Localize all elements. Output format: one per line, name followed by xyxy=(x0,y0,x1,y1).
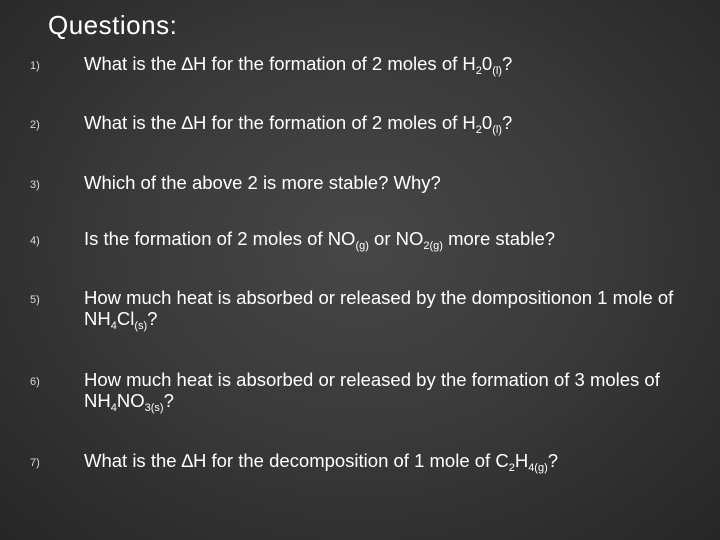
question-text: What is the ∆H for the decomposition of 1 mole of $C_2H_{4(g)}$? xyxy=(84,450,559,474)
question-number: 1) xyxy=(30,60,40,72)
subscript: 2 xyxy=(475,124,482,136)
subscript: 2(g) xyxy=(423,240,443,252)
subscript: 2 xyxy=(475,65,482,77)
subscript: (l) xyxy=(492,65,502,77)
question-number: 4) xyxy=(30,235,40,247)
question-text: Which of the above 2 is more stable? Why? xyxy=(84,172,441,193)
subscript: 4(g) xyxy=(528,462,548,474)
question-text: How much heat is absorbed or released by the formation of 3 moles of $NH_4NO_{3(s)}$? xyxy=(84,369,660,414)
subscript: 2 xyxy=(508,462,515,474)
subscript: (g) xyxy=(355,240,369,252)
question-number: 6) xyxy=(30,376,40,388)
question-number: 3) xyxy=(30,179,40,191)
question-number: 5) xyxy=(30,294,40,306)
subscript: (s) xyxy=(134,320,148,332)
subscript: (l) xyxy=(492,124,502,136)
subscript: 3(s) xyxy=(144,402,164,414)
question-number: 2) xyxy=(30,119,40,131)
question-text: Is the formation of 2 moles of $NO_{(g)}$ or $NO_{2(g)}$ more stable? xyxy=(84,228,556,252)
question-text: How much heat is absorbed or released by the dompositionon 1 mole of $NH_4Cl_{(s)}$? xyxy=(84,287,674,332)
slide-title: Questions: xyxy=(48,10,178,40)
subscript: 4 xyxy=(110,402,117,414)
subscript: 4 xyxy=(110,320,117,332)
question-text: What is the ∆H for the formation of 2 moles of $H_20_{(l)}$? xyxy=(84,112,513,136)
question-text: What is the ∆H for the formation of 2 moles of $H_20_{(l)}$? xyxy=(84,53,513,77)
question-number: 7) xyxy=(30,457,40,469)
